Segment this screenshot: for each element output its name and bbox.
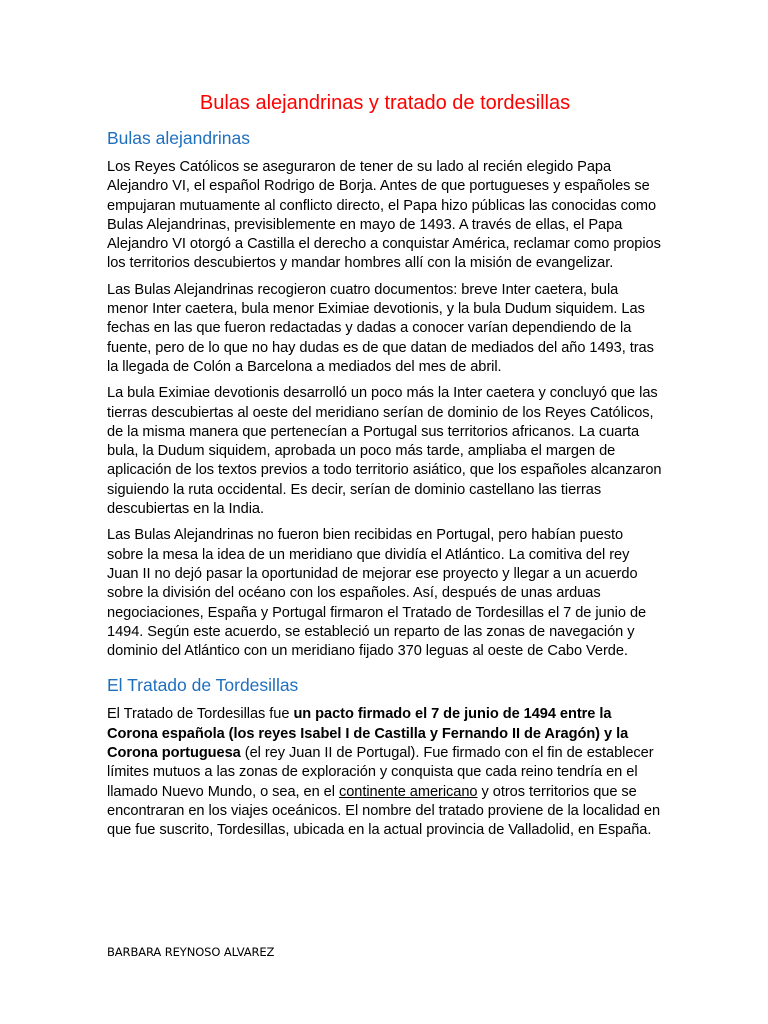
paragraph-tratado-middle: (el rey Juan II de Portugal). Fue firmado con el fin de establecer límites mutuos a las zonas de exploración y conquista que cada reino tendría en el llamado Nuevo Mundo, o sea, en el (107, 745, 654, 800)
paragraph-bulas-3: La bula Eximiae devotionis desarrolló un poco más la Inter caetera y concluyó que las tierras descubiertas al oeste del meridiano serían de dominio de los Reyes Católicos, de la misma manera que pertenecían a Portugal sus territorios africanos. La cuarta bula, la Dudum siquidem, aprobada un poco más tarde, ampliaba el margen de aplicación de los textos previos a todo territorio asiático, que los españoles alcanzaron siguiendo la ruta occidental. Es decir, serían de dominio castellano las tierras descubiertas en la India. (107, 385, 662, 518)
document-page (107, 90, 663, 848)
continente-americano-link[interactable]: continente americano (338, 783, 478, 800)
paragraph-tratado-intro: El Tratado de Tordesillas fue (107, 706, 294, 723)
paragraph-bulas-1: Los Reyes Católicos se aseguraron de tener de su lado al recién elegido Papa Alejandro VI, el español Rodrigo de Borja. Antes de que portugueses y españoles se empujaran mutuamente al conflicto directo, el Papa hizo públicas las conocidas como Bulas Alejandrinas, previsiblemente en mayo de 1493. A través de ellas, el Papa Alejandro VI otorgó a Castilla el derecho a conquistar América, reclamar como propios los territorios descubiertos y mandar hombres allí con la misión de evangelizar. (107, 159, 661, 272)
paragraph-bulas-2: Las Bulas Alejandrinas recogieron cuatro documentos: breve Inter caetera, bula menor Inter caetera, bula menor Eximiae devotionis, y la bula Dudum siquidem. Las fechas en las que fueron redactadas y dadas a conocer varían dependiendo de la fuente, pero de lo que no hay dudas es de que datan de mediados del año 1493, tras la llegada de Colón a Barcelona a mediados del mes de abril. (107, 281, 654, 375)
paragraph-tratado-bold: un pacto firmado el 7 de junio de 1494 entre la Corona española (los reyes Isabel I de Castilla y Fernando II de Aragón) y la Corona portuguesa (107, 706, 629, 762)
paragraph-tratado-end: y otros territorios que se encontraran en los viajes oceánicos. El nombre del tratado proviene de la localidad en que fue suscrito, Tordesillas, ubicada en la actual provincia de Valladolid, en España. (107, 783, 661, 839)
paragraph-bulas-4: Las Bulas Alejandrinas no fueron bien recibidas en Portugal, pero habían puesto sobre la mesa la idea de un meridiano que dividía el Atlántico. La comitiva del rey Juan II no dejó pasar la oportunidad de mejorar ese proyecto y llegar a un acuerdo sobre la división del océano con los españoles. Así, después de unas arduas negociaciones, España y Portugal firmaron el Tratado de Tordesillas el 7 de junio de 1494. Según este acuerdo, se estableció un reparto de las zonas de navegación y dominio del Atlántico con un meridiano fijado 370 leguas al oeste de Cabo Verde. (107, 527, 647, 660)
document-title: Bulas alejandrinas y tratado de tordesillas (199, 92, 571, 114)
section-heading-bulas: Bulas alejandrinas (107, 128, 251, 148)
paragraph-tratado (107, 705, 663, 840)
footer-author: BARBARA REYNOSO ALVAREZ (107, 945, 275, 959)
section-heading-tratado: El Tratado de Tordesillas (107, 675, 299, 696)
